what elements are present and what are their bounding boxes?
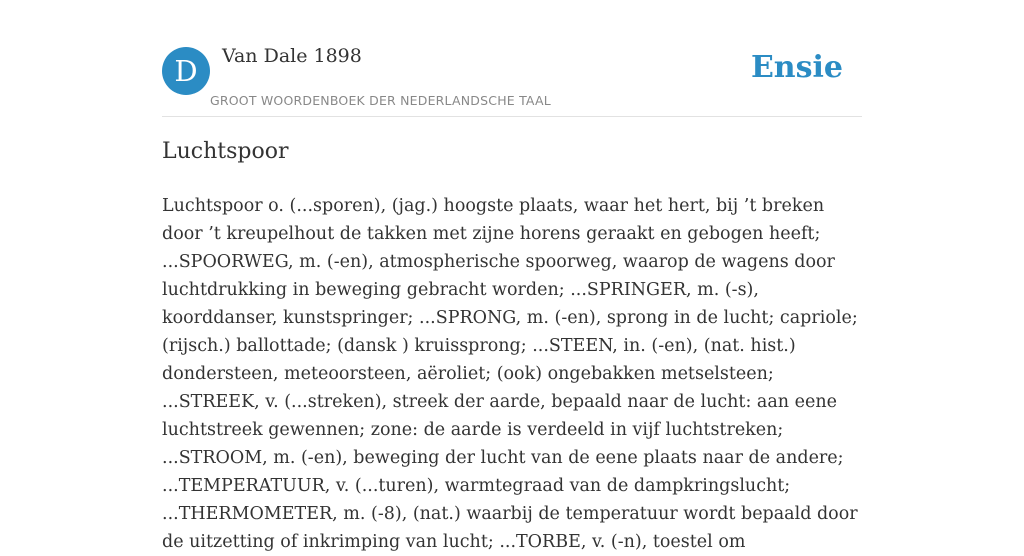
entry-definition: Luchtspoor o. (...sporen), (jag.) hoogste plaats, waar het hert, bij ’t breken door ’t kreupelhout de takken met zijne horens geraakt en gebogen heeft; ...SPOORWEG, m. (-en), atmospherische spoorweg, waarop de wagens door luchtdrukking in beweging gebracht worden; ...SPRINGER, m. (-s), koorddanser, kunstspringer; ...SPRONG, m. (-en), sprong in de lucht; capriole; (rijsch.) ballottade; (dansk ) kruissprong; ...STEEN, in. (-en), (nat. hist.) dondersteen, meteoorsteen, aëroliet; (ook) ongebakken metselsteen; ...STREEK, v. (...streken), streek der aarde, bepaald naar de lucht: aan eene luchtstreek gewennen; zone: de aarde is verdeeld in vijf luchtstreken; ...STROOM, m. (-en), beweging der lucht van de eene plaats naar de andere; ...TEMPERATUUR, v. (...turen), warmtegraad van de dampkringslucht; ...THERMOMETER, m. (-8), (nat.) waarbij de temperatuur wordt bepaald door de uitzetting of inkrimping van lucht; ...TORBE, v. (-n), toestel om: [162, 196, 858, 552]
brand-logo[interactable]: Ensie: [750, 50, 843, 85]
dictionary-avatar[interactable]: D: [162, 47, 210, 95]
page-title: Luchtspoor: [162, 139, 289, 164]
dictionary-title[interactable]: Van Dale 1898: [222, 45, 362, 67]
header: [162, 0, 862, 117]
dictionary-subtitle: GROOT WOORDENBOEK DER NEDERLANDSCHE TAAL: [210, 93, 551, 108]
